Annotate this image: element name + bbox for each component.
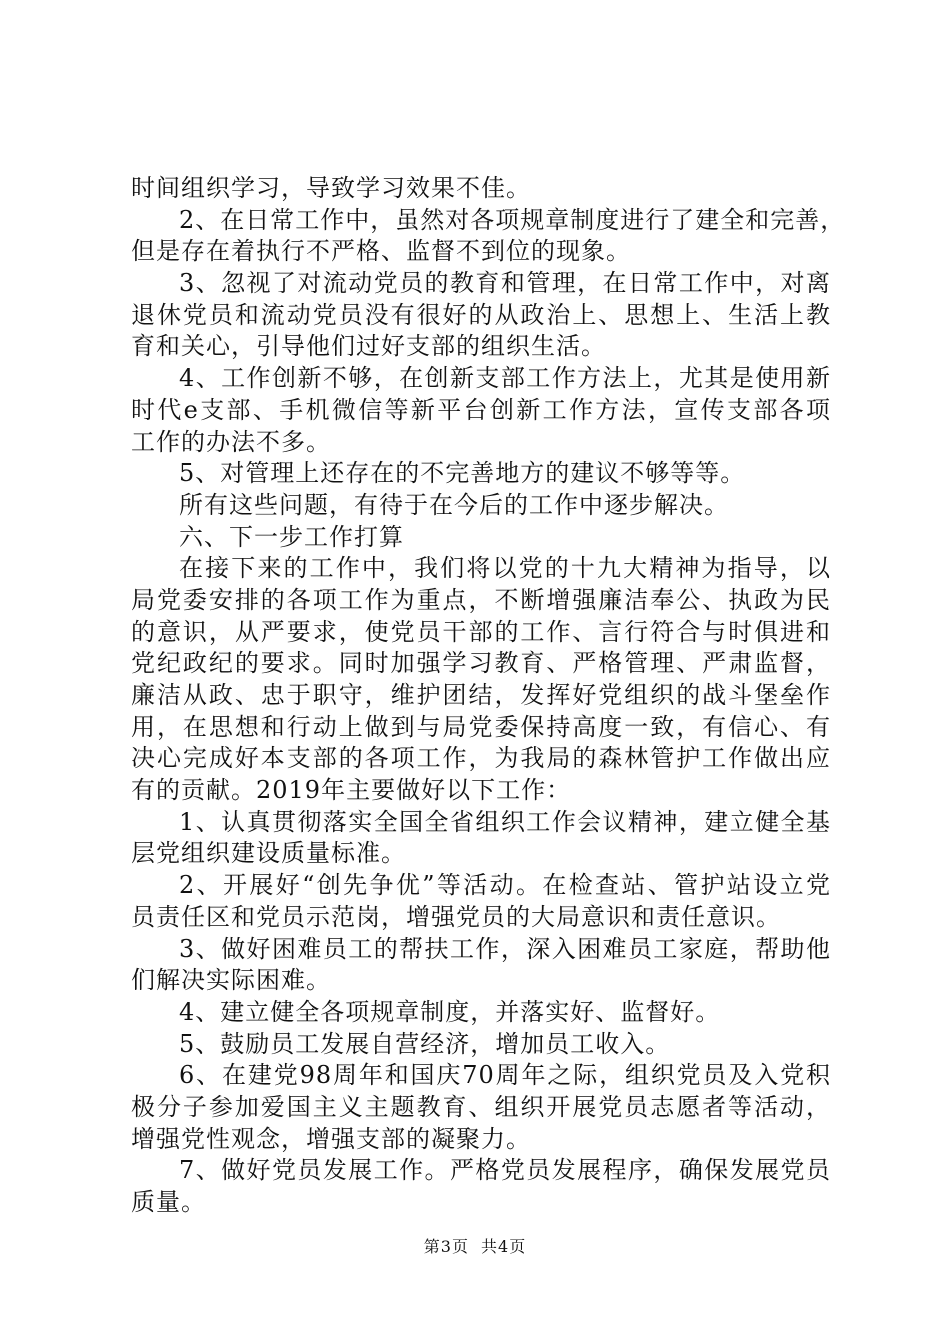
text-line: 决心完成好本支部的各项工作，为我局的森林管护工作做出应 bbox=[131, 744, 831, 773]
text-line: 的意识，从严要求，使党员干部的工作、言行符合与时俱进和 bbox=[131, 617, 831, 646]
text-line: 时代e支部、手机微信等新平台创新工作方法，宣传支部各项 bbox=[131, 395, 831, 424]
section-heading: 六、下一步工作打算 bbox=[179, 522, 404, 551]
text-line: 所有这些问题，有待于在今后的工作中逐步解决。 bbox=[179, 490, 729, 519]
text-line: 层党组织建设质量标准。 bbox=[131, 839, 406, 868]
text-line: 工作的办法不多。 bbox=[131, 427, 331, 456]
document-body bbox=[131, 173, 846, 1219]
text-line: 3、做好困难员工的帮扶工作，深入困难员工家庭，帮助他 bbox=[179, 934, 831, 963]
text-line: 廉洁从政、忠于职守，维护团结，发挥好党组织的战斗堡垒作 bbox=[131, 681, 831, 709]
text-line: 党纪政纪的要求。同时加强学习教育、严格管理、严肃监督， bbox=[131, 649, 831, 678]
text-line: 4、建立健全各项规章制度，并落实好、监督好。 bbox=[179, 997, 721, 1026]
text-line: 2、在日常工作中，虽然对各项规章制度进行了建全和完善， bbox=[179, 205, 846, 234]
text-line: 4、工作创新不够，在创新支部工作方法上，尤其是使用新 bbox=[179, 364, 831, 393]
text-line: 极分子参加爱国主义主题教育、组织开展党员志愿者等活动， bbox=[131, 1092, 831, 1121]
text-line: 增强党性观念，增强支部的凝聚力。 bbox=[131, 1124, 531, 1153]
text-line: 时间组织学习，导致学习效果不佳。 bbox=[131, 174, 531, 202]
text-line: 2、开展好“创先争优”等活动。在检查站、管护站设立党 bbox=[179, 871, 831, 900]
text-line: 在接下来的工作中，我们将以党的十九大精神为指导，以 bbox=[179, 554, 831, 583]
text-line: 质量。 bbox=[131, 1188, 206, 1216]
text-line: 5、鼓励员工发展自营经济，增加员工收入。 bbox=[179, 1029, 671, 1058]
text-line: 6、在建党98周年和国庆70周年之际，组织党员及入党积 bbox=[179, 1061, 831, 1090]
text-line: 1、认真贯彻落实全国全省组织工作会议精神，建立健全基 bbox=[179, 807, 831, 836]
text-line: 但是存在着执行不严格、监督不到位的现象。 bbox=[131, 237, 631, 266]
text-line: 员责任区和党员示范岗，增强党员的大局意识和责任意识。 bbox=[131, 902, 781, 931]
page-number-current: 第3页 bbox=[423, 1237, 469, 1256]
page-footer bbox=[0, 1234, 950, 1257]
text-line: 5、对管理上还存在的不完善地方的建议不够等等。 bbox=[179, 459, 746, 488]
text-line: 7、做好党员发展工作。严格党员发展程序，确保发展党员 bbox=[179, 1156, 831, 1185]
text-line: 退休党员和流动党员没有很好的从政治上、思想上、生活上教 bbox=[131, 300, 831, 329]
text-line: 用，在思想和行动上做到与局党委保持高度一致，有信心、有 bbox=[131, 712, 831, 741]
text-line: 有的贡献。2019年主要做好以下工作： bbox=[131, 776, 572, 805]
text-line: 育和关心，引导他们过好支部的组织生活。 bbox=[131, 332, 606, 361]
text-line: 3、忽视了对流动党员的教育和管理，在日常工作中，对离 bbox=[179, 269, 831, 298]
page-number-total: 共4页 bbox=[481, 1237, 527, 1256]
text-line: 们解决实际困难。 bbox=[131, 966, 331, 995]
text-line: 局党委安排的各项工作为重点，不断增强廉洁奉公、执政为民 bbox=[131, 585, 831, 614]
